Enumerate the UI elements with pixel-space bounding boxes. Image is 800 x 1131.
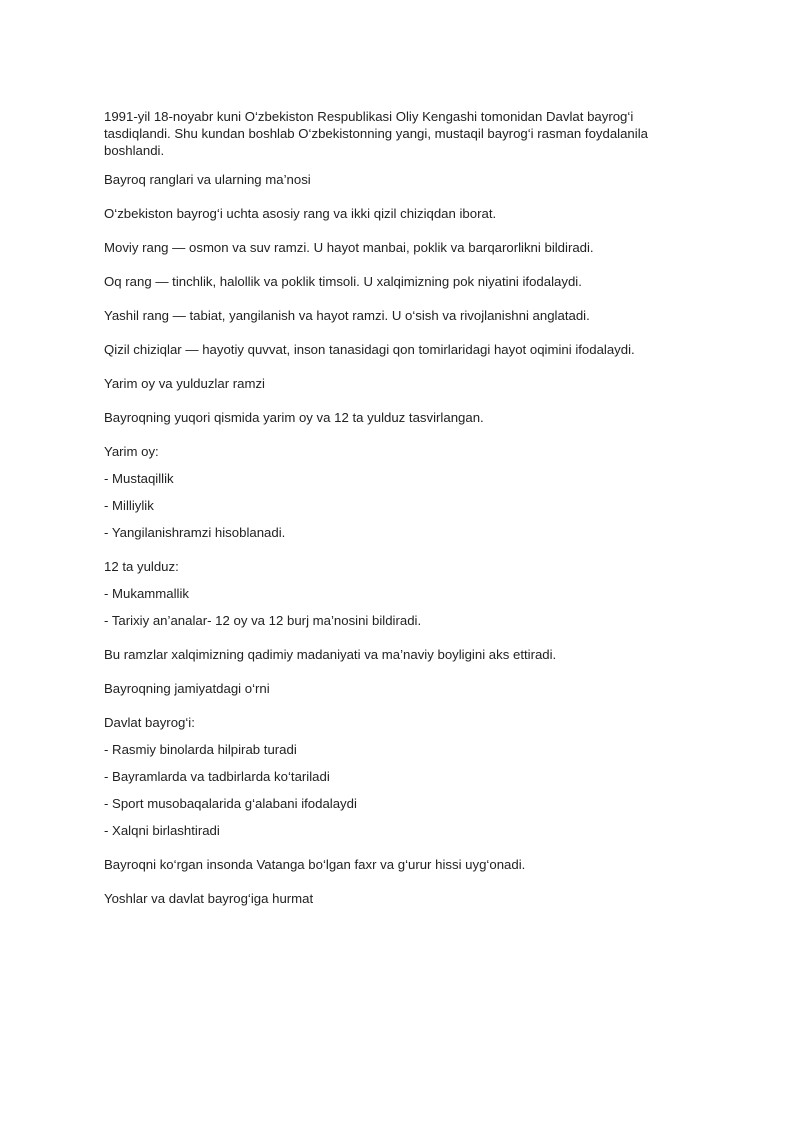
section-heading-youth-respect: Yoshlar va davlat bayrog‘iga hurmat <box>104 891 314 906</box>
document-body <box>104 108 664 907</box>
list-item: - Yangilanishramzi hisoblanadi. <box>104 525 286 540</box>
section-heading-flag-role: Bayroqning jamiyatdagi o‘rni <box>104 681 270 696</box>
list-item: - Tarixiy an’analar- 12 oy va 12 burj ma’nosini bildiradi. <box>104 613 422 628</box>
list-item: - Milliylik <box>104 498 154 513</box>
symbols-closing-paragraph: Bu ramzlar xalqimizning qadimiy madaniyati va ma’naviy boyligini aks ettiradi. <box>104 647 557 662</box>
list-item: - Mukammallik <box>104 586 189 601</box>
white-color-paragraph: Oq rang — tinchlik, halollik va poklik timsoli. U xalqimizning pok niyatini ifodalaydi. <box>104 274 582 289</box>
section-heading-flag-colors: Bayroq ranglari va ularning ma’nosi <box>104 172 311 187</box>
list-item: - Mustaqillik <box>104 471 174 486</box>
list-item: - Bayramlarda va tadbirlarda ko‘tariladi <box>104 769 330 784</box>
red-stripes-paragraph: Qizil chiziqlar — hayotiy quvvat, inson tanasidagi qon tomirlaridagi hayot oqimini ifodalaydi. <box>104 342 635 357</box>
blue-color-paragraph: Moviy rang — osmon va suv ramzi. U hayot manbai, poklik va barqarorlikni bildiradi. <box>104 240 594 255</box>
crescent-stars-paragraph: Bayroqning yuqori qismida yarim oy va 12 ta yulduz tasvirlangan. <box>104 410 484 425</box>
flag-composition-paragraph: O‘zbekiston bayrog‘i uchta asosiy rang va ikki qizil chiziqdan iborat. <box>104 206 497 221</box>
pride-paragraph: Bayroqni ko‘rgan insonda Vatanga bo‘lgan faxr va g‘urur hissi uyg‘onadi. <box>104 857 526 872</box>
stars-label: 12 ta yulduz: <box>104 559 179 574</box>
crescent-label: Yarim oy: <box>104 444 159 459</box>
state-flag-label: Davlat bayrog‘i: <box>104 715 195 730</box>
section-heading-crescent-stars: Yarim oy va yulduzlar ramzi <box>104 376 265 391</box>
list-item: - Xalqni birlashtiradi <box>104 823 220 838</box>
green-color-paragraph: Yashil rang — tabiat, yangilanish va hayot ramzi. U o‘sish va rivojlanishni anglatadi. <box>104 308 590 323</box>
intro-paragraph: 1991-yil 18-noyabr kuni O‘zbekiston Respublikasi Oliy Kengashi tomonidan Davlat bayrog‘i tasdiqlandi. Shu kundan boshlab O‘zbekistonning yangi, mustaqil bayrog‘i rasman foydalanila boshlandi. <box>104 109 648 158</box>
list-item: - Rasmiy binolarda hilpirab turadi <box>104 742 297 757</box>
list-item: - Sport musobaqalarida g‘alabani ifodalaydi <box>104 796 357 811</box>
